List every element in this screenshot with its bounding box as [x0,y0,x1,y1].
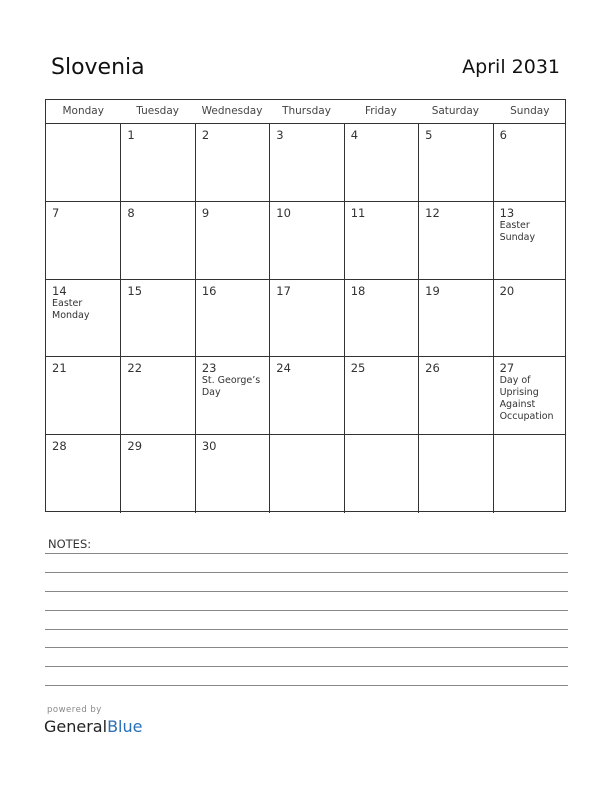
note-line [45,629,568,630]
day-cell[interactable] [269,280,343,358]
day-number: 6 [499,128,507,142]
day-number: 22 [127,361,143,376]
day-cell[interactable] [418,124,492,202]
weekday-header-friday: Friday [365,105,397,117]
note-line [45,610,568,611]
day-number: 24 [276,361,291,376]
holiday-label: Easter Monday [52,297,90,321]
day-cell[interactable] [418,357,492,435]
day-cell[interactable] [269,357,343,435]
day-cell[interactable] [344,124,418,202]
day-number: 14 [52,283,67,298]
day-number: 20 [499,283,515,298]
day-cell[interactable] [120,124,194,202]
day-number: 30 [201,439,217,454]
week-row [46,435,565,513]
note-line [45,591,568,592]
day-cell[interactable] [195,124,269,202]
day-cell[interactable] [418,280,492,358]
day-cell[interactable] [418,435,492,513]
day-cell[interactable] [195,280,269,358]
weekday-header-monday: Monday [62,105,104,117]
brand-general: General [44,717,108,736]
generalblue-logo[interactable] [44,717,142,736]
day-number: 3 [276,128,284,142]
notes-label: NOTES: [48,537,92,551]
note-line [45,647,568,648]
day-cell[interactable] [46,357,120,435]
day-cell[interactable] [120,435,194,513]
day-number: 12 [425,205,440,220]
note-line [45,553,568,554]
day-number: 15 [127,283,143,298]
day-cell[interactable] [493,202,567,280]
day-number: 27 [499,361,515,376]
day-cell[interactable] [46,435,120,513]
day-number: 5 [425,128,433,142]
day-number: 21 [52,361,67,376]
day-number: 17 [276,283,291,298]
day-cell[interactable] [344,357,418,435]
day-number: 8 [127,205,135,220]
day-cell[interactable] [493,124,567,202]
day-cell[interactable] [195,435,269,513]
day-number: 7 [52,205,60,220]
note-line [45,666,568,667]
day-cell[interactable] [269,435,343,513]
note-line [45,572,568,573]
holiday-label: Day of Uprising Against Occupation [499,375,554,423]
day-number: 25 [350,361,366,376]
day-cell[interactable] [418,202,492,280]
month-year-title: April 2031 [462,56,560,78]
day-number: 16 [201,283,217,298]
day-cell[interactable] [269,124,343,202]
day-cell[interactable] [344,280,418,358]
calendar-grid [45,99,566,512]
day-number: 10 [276,205,291,220]
day-number: 26 [425,361,440,376]
day-cell[interactable] [120,280,194,358]
day-number: 11 [350,205,366,220]
holiday-label: St. George’s Day [201,375,261,399]
day-cell[interactable] [344,202,418,280]
day-cell[interactable] [195,202,269,280]
day-cell[interactable] [46,280,120,358]
day-number: 23 [201,361,217,376]
day-cell[interactable] [269,202,343,280]
day-number: 18 [350,283,366,298]
weekday-header-row [46,100,565,124]
week-row [46,202,565,280]
weekday-header-sunday: Sunday [510,105,550,117]
weekday-header-tuesday: Tuesday [136,105,179,117]
day-number: 19 [425,283,440,298]
day-number: 1 [127,128,135,142]
day-cell[interactable] [46,202,120,280]
brand-blue: Blue [107,717,143,736]
day-cell[interactable] [195,357,269,435]
note-line [45,685,568,686]
day-cell[interactable] [493,357,567,435]
week-row [46,357,565,435]
day-number: 13 [499,205,515,220]
day-cell[interactable] [344,435,418,513]
week-row [46,280,565,358]
week-row [46,124,565,202]
holiday-label: Easter Sunday [499,219,536,243]
day-number: 9 [201,205,210,220]
weekday-header-thursday: Thursday [282,105,331,117]
powered-by-text: powered by [47,705,102,715]
day-number: 2 [201,128,210,142]
weekday-header-wednesday: Wednesday [201,105,263,117]
day-cell[interactable] [120,202,194,280]
day-number: 28 [52,439,67,454]
day-number: 29 [127,439,143,454]
day-cell[interactable] [120,357,194,435]
day-cell[interactable] [46,124,120,202]
weekday-header-saturday: Saturday [431,105,480,117]
country-title: Slovenia [51,55,145,80]
day-cell[interactable] [493,435,567,513]
day-cell[interactable] [493,280,567,358]
day-number: 4 [350,128,359,142]
